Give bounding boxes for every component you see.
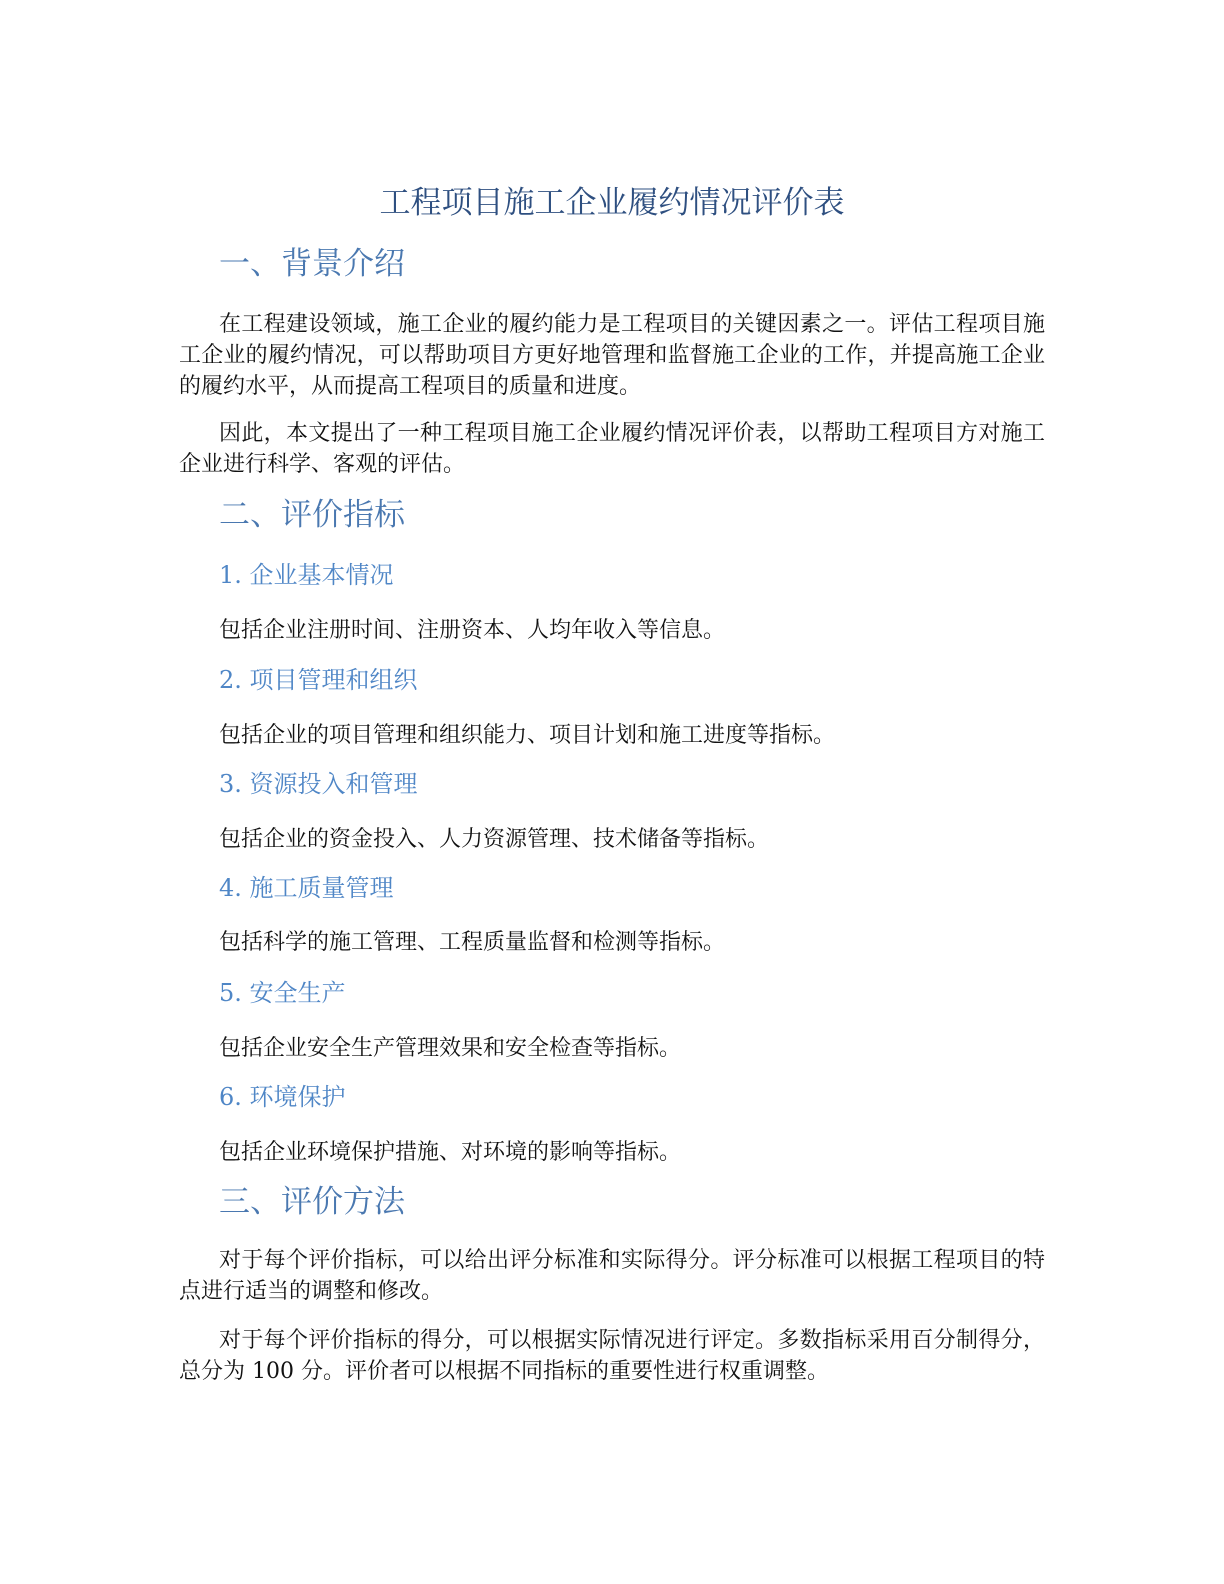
indicator-description: 包括企业的项目管理和组织能力、项目计划和施工进度等指标。 <box>219 723 836 748</box>
indicator-heading: 2. 项目管理和组织 <box>219 666 418 694</box>
indicator-heading: 4. 施工质量管理 <box>219 874 394 902</box>
paragraph: 在工程建设领域，施工企业的履约能力是工程项目的关键因素之一。评估工程项目施工企业的履约情况，可以帮助项目方更好地管理和监督施工企业的工作，并提高施工企业的履约水平，从而提高工程项目的质量和进度。 <box>179 312 1045 399</box>
indicator-description: 包括企业的资金投入、人力资源管理、技术储备等指标。 <box>219 827 770 852</box>
section-heading-method: 三、评价方法 <box>219 1184 405 1220</box>
paragraph: 因此，本文提出了一种工程项目施工企业履约情况评价表，以帮助工程项目方对施工企业进行科学、客观的评估。 <box>179 421 1045 477</box>
indicator-description: 包括企业安全生产管理效果和安全检查等指标。 <box>219 1036 682 1061</box>
section-heading-background: 一、背景介绍 <box>219 246 405 282</box>
paragraph: 对于每个评价指标的得分，可以根据实际情况进行评定。多数指标采用百分制得分，总分为 100 分。评价者可以根据不同指标的重要性进行权重调整。 <box>179 1328 1045 1384</box>
indicator-description: 包括科学的施工管理、工程质量监督和检测等指标。 <box>219 930 726 955</box>
indicator-heading: 5. 安全生产 <box>219 979 346 1007</box>
indicator-heading: 3. 资源投入和管理 <box>219 770 418 798</box>
indicator-description: 包括企业注册时间、注册资本、人均年收入等信息。 <box>219 618 726 643</box>
indicator-heading: 1. 企业基本情况 <box>219 561 394 589</box>
paragraph: 对于每个评价指标，可以给出评分标准和实际得分。评分标准可以根据工程项目的特点进行适当的调整和修改。 <box>179 1248 1045 1304</box>
document-title: 工程项目施工企业履约情况评价表 <box>379 185 845 221</box>
section-heading-indicators: 二、评价指标 <box>219 497 405 533</box>
indicator-heading: 6. 环境保护 <box>219 1083 346 1111</box>
indicator-description: 包括企业环境保护措施、对环境的影响等指标。 <box>219 1140 682 1165</box>
